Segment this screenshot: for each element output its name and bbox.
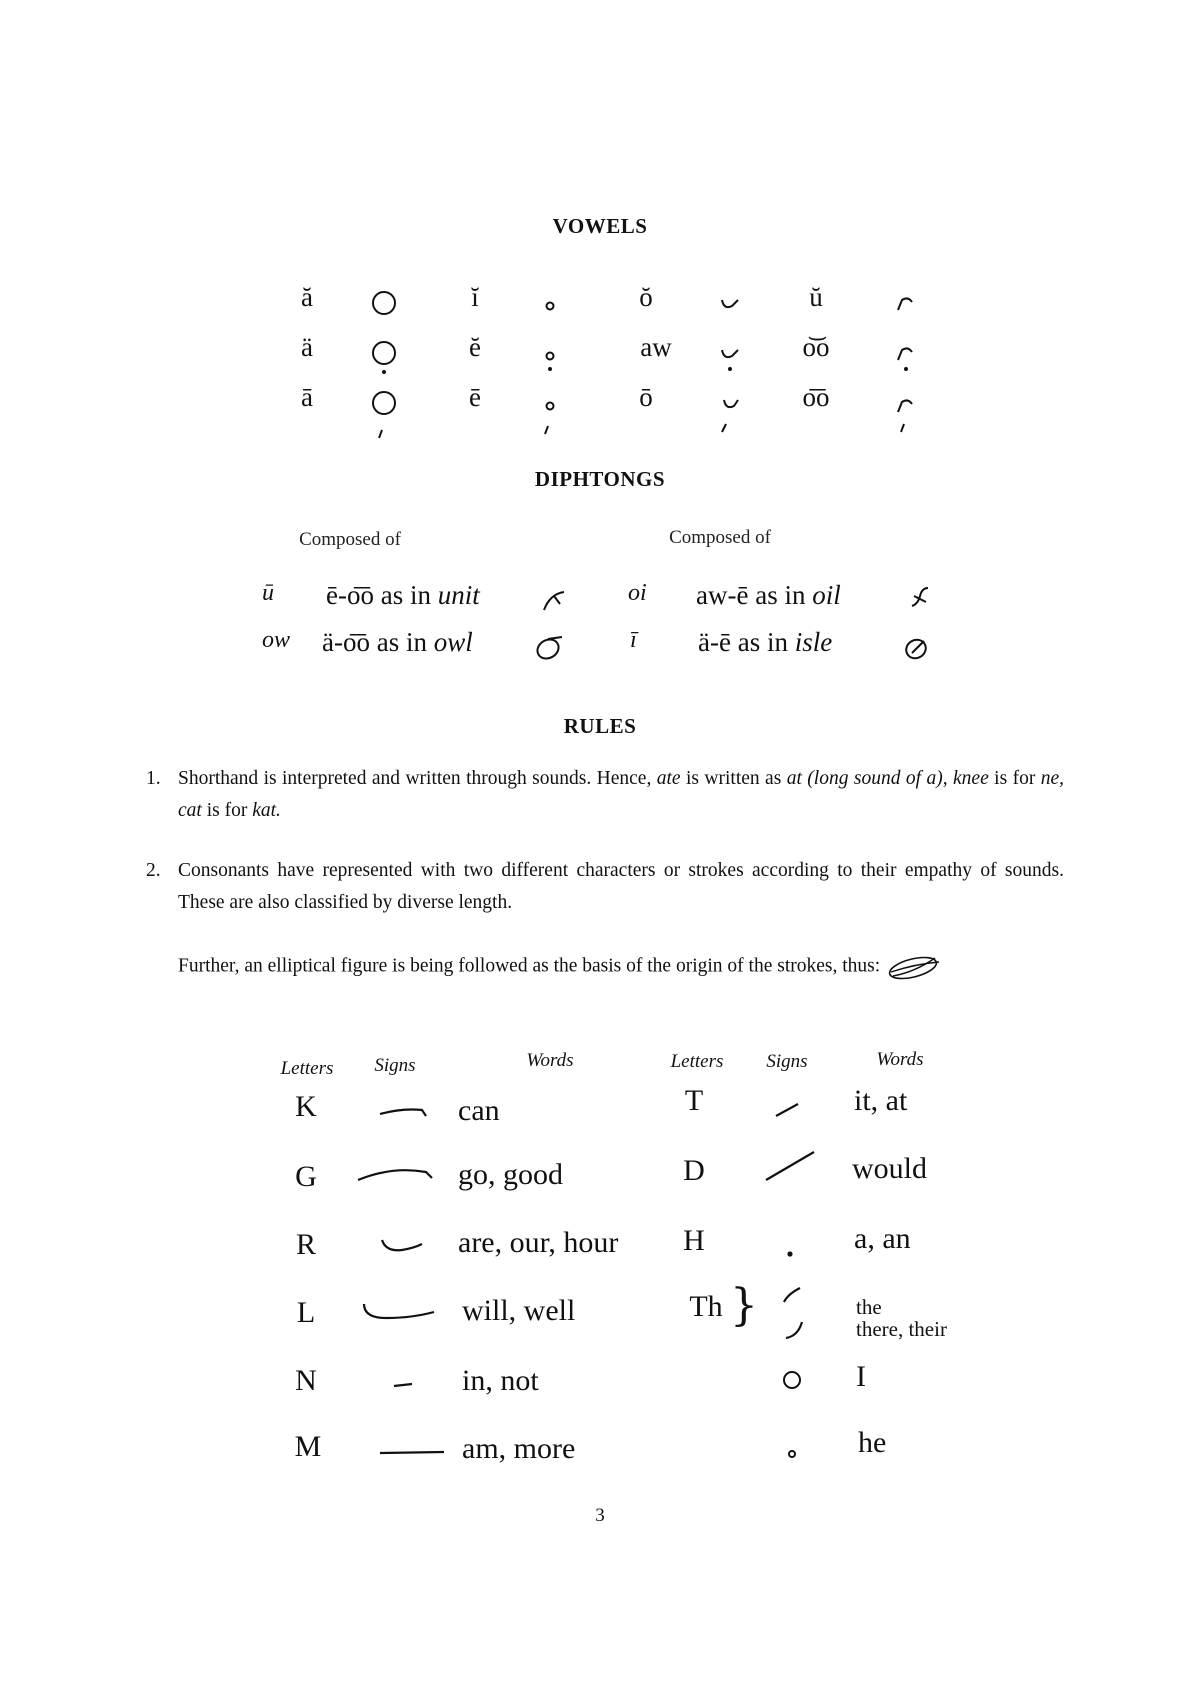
vowel-letter: ē <box>469 382 481 412</box>
consonant-sign <box>370 1226 440 1266</box>
vowel-row <box>0 382 1200 432</box>
diphthongs-heading: DIPHTONGS <box>534 467 666 491</box>
consonant-letter: G <box>295 1160 317 1193</box>
vowel-letter: o͞o <box>802 382 830 412</box>
column-header-letters: Letters <box>670 1051 724 1072</box>
vowels-heading: VOWELS <box>552 214 648 238</box>
consonant-sign <box>762 1088 832 1128</box>
rule-text: is written as <box>680 768 787 789</box>
diphthong-composition <box>698 627 832 658</box>
consonant-sign <box>770 1280 820 1350</box>
rule-number: 1. <box>146 768 161 789</box>
vowel-letter: aw <box>640 332 672 362</box>
vowel-letter: ä <box>301 332 313 362</box>
brace-icon: } <box>730 1280 758 1331</box>
consonant-words: go, good <box>458 1158 563 1191</box>
consonant-words: it, at <box>854 1084 908 1117</box>
column-header-signs: Signs <box>766 1051 808 1072</box>
consonant-sign <box>352 1156 442 1196</box>
consonant-words: am, more <box>462 1432 576 1465</box>
column-header-signs: Signs <box>374 1055 416 1076</box>
consonant-letter: Th <box>689 1290 723 1323</box>
consonant-letter: R <box>295 1228 316 1261</box>
vowel-sign <box>710 336 750 386</box>
vowel-row <box>0 282 1200 332</box>
consonant-words <box>856 1296 947 1340</box>
rule-number: 2. <box>146 860 161 881</box>
rule-text: is for <box>988 768 1041 789</box>
consonant-sign <box>774 1432 814 1472</box>
vowel-letter: ĭ <box>471 282 479 312</box>
diphthong-sign <box>902 580 938 616</box>
vowel-letter: ŭ <box>809 282 823 312</box>
vowel-sign <box>710 286 750 336</box>
consonant-words: would <box>852 1152 927 1185</box>
consonant-sign <box>372 1092 442 1132</box>
diphthong-sign <box>530 629 566 665</box>
ellipse-figure-icon <box>885 950 945 984</box>
rule-paragraph <box>178 950 1064 984</box>
consonant-sign <box>772 1360 812 1400</box>
diphthong-example-word: unit <box>437 580 480 610</box>
vowel-sign <box>530 286 570 336</box>
consonant-letter: H <box>683 1224 705 1257</box>
diphthong-symbol: ī <box>630 627 637 653</box>
consonant-words: a, an <box>854 1222 911 1255</box>
consonant-words: he <box>858 1426 887 1459</box>
vowel-sign <box>710 386 750 446</box>
diphthong-symbol: ū <box>262 580 274 606</box>
diphthong-sign <box>898 629 934 665</box>
diphthong-row <box>0 627 1200 671</box>
consonant-letter: M <box>294 1430 322 1463</box>
consonant-words: are, our, hour <box>458 1226 619 1259</box>
rule-emphasis: ate <box>656 768 681 789</box>
diphthong-composed-sounds: ä-o͞o as in <box>322 627 427 657</box>
vowel-letter: ĕ <box>469 332 481 362</box>
column-header-words: Words <box>526 1050 574 1071</box>
rule-item <box>146 763 1065 827</box>
rule-emphasis: at (long sound of a), knee <box>786 768 989 789</box>
rule-emphasis: ne, cat <box>178 768 1065 821</box>
consonant-sign <box>758 1146 828 1186</box>
rule-text: Further, an elliptical figure is being followed as the basis of the origin of the strokes, thus: <box>178 955 881 977</box>
vowel-letter: o͝o <box>802 332 830 362</box>
diphthong-example-word: owl <box>433 627 473 657</box>
vowel-sign <box>364 286 404 336</box>
consonant-words: I <box>856 1360 866 1393</box>
vowel-sign <box>886 386 926 446</box>
rule-text: Consonants have represented with two different characters or strokes according to their empathy of sounds. These are also classified by diverse length. <box>178 860 1064 913</box>
vowel-sign <box>364 336 404 386</box>
vowel-sign <box>530 336 570 386</box>
diphthong-composition <box>326 580 480 611</box>
consonant-sign <box>372 1366 442 1406</box>
vowel-sign <box>886 286 926 336</box>
consonant-letter: T <box>684 1084 704 1117</box>
vowel-sign <box>530 386 570 446</box>
page-number: 3 <box>595 1505 605 1526</box>
composed-of-label: Composed of <box>299 529 401 550</box>
rule-text: is for <box>201 800 253 821</box>
diphthong-composed-sounds: aw-ē as in <box>696 580 806 610</box>
diphthong-composed-sounds: ē-o͞o as in <box>326 580 431 610</box>
diphthong-composition <box>322 627 473 658</box>
diphthong-symbol: oi <box>628 580 647 606</box>
diphthong-sign <box>536 582 572 618</box>
consonant-letter: L <box>296 1296 316 1329</box>
vowel-letter: ā <box>301 382 313 412</box>
consonant-words: can <box>458 1094 500 1127</box>
composed-of-label: Composed of <box>669 527 771 548</box>
vowel-letter: ō <box>639 382 653 412</box>
consonant-sign <box>770 1230 810 1270</box>
consonant-letter: K <box>295 1090 317 1123</box>
diphthong-symbol: ow <box>262 627 291 653</box>
consonant-words: in, not <box>462 1364 539 1397</box>
consonant-letter: N <box>295 1364 317 1397</box>
vowel-sign <box>364 386 404 446</box>
diphthong-row <box>0 580 1200 624</box>
diphthong-composition <box>696 580 841 611</box>
rule-emphasis: kat. <box>252 800 281 821</box>
vowel-letter: ă <box>301 282 313 312</box>
rules-heading: RULES <box>563 714 637 738</box>
consonant-words: will, well <box>462 1294 576 1327</box>
column-header-words: Words <box>876 1049 924 1070</box>
vowel-row <box>0 332 1200 382</box>
rule-text: Shorthand is interpreted and written through sounds. Hence, <box>178 768 657 789</box>
rule-item <box>146 855 1064 919</box>
vowel-letter: ŏ <box>639 282 653 312</box>
consonant-letter: D <box>683 1154 705 1187</box>
diphthong-example-word: oil <box>812 580 841 610</box>
vowel-sign <box>886 336 926 386</box>
diphthong-example-word: isle <box>794 627 833 657</box>
diphthong-composed-sounds: ä-ē as in <box>698 627 788 657</box>
column-header-letters: Letters <box>280 1058 334 1079</box>
consonant-sign <box>370 1432 454 1472</box>
consonant-word-line: there, their <box>856 1317 947 1341</box>
consonant-sign <box>356 1292 446 1332</box>
consonant-word-line: the <box>856 1295 882 1319</box>
